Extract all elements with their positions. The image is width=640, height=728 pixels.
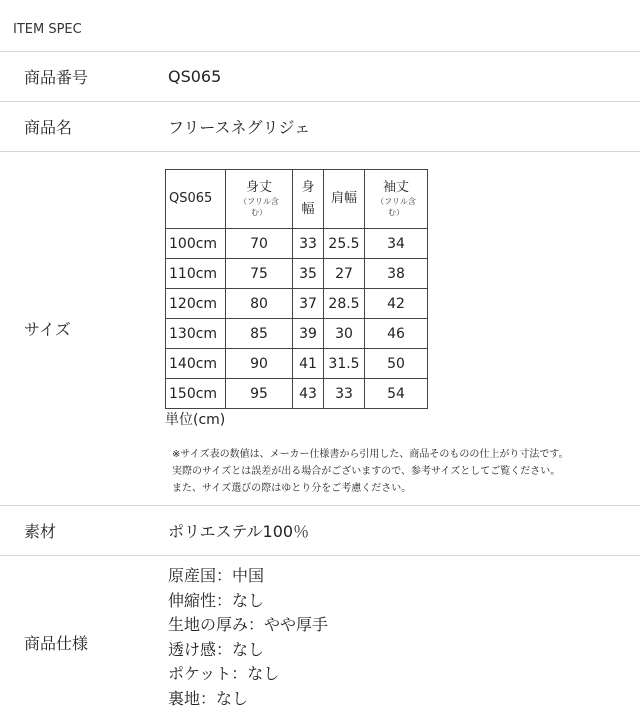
size-header-cell xyxy=(166,170,226,229)
spec-list xyxy=(168,556,328,711)
size-name-cell: 120cm xyxy=(166,289,226,319)
size-label: サイズ xyxy=(24,320,71,339)
spec-item: 裏地：なし xyxy=(168,688,249,708)
size-table-row xyxy=(166,319,428,349)
size-value-cell: 42 xyxy=(365,289,428,319)
size-value-cell: 37 xyxy=(293,289,324,319)
size-value-cell: 95 xyxy=(226,379,293,409)
size-name-cell: 140cm xyxy=(166,349,226,379)
size-table-row xyxy=(166,349,428,379)
size-area xyxy=(165,152,640,505)
size-value-cell: 90 xyxy=(226,349,293,379)
size-header-cell xyxy=(324,170,365,229)
name-value: フリースネグリジェ xyxy=(168,118,311,137)
size-header-main: 身丈 xyxy=(245,180,272,195)
size-notes xyxy=(172,446,569,497)
size-value-cell: 39 xyxy=(293,319,324,349)
size-value-cell: 30 xyxy=(324,319,365,349)
size-name-cell: 150cm xyxy=(166,379,226,409)
name-label: 商品名 xyxy=(24,118,73,137)
spec-item: 原産国：中国 xyxy=(168,566,265,585)
size-header-sub: （フリル含む） xyxy=(239,197,279,217)
size-table xyxy=(165,169,428,409)
material-value: ポリエステル100％ xyxy=(168,522,310,541)
size-value-cell: 27 xyxy=(324,259,365,289)
size-note: また、サイズ選びの際はゆとり分をご考慮ください。 xyxy=(172,483,412,494)
section-header xyxy=(0,0,640,52)
size-value-cell: 25.5 xyxy=(324,229,365,259)
size-value-cell: 38 xyxy=(365,259,428,289)
size-header-main: 身幅 xyxy=(301,180,315,217)
size-value-cell: 70 xyxy=(226,229,293,259)
spec-row-code xyxy=(0,52,640,102)
spec-row-name xyxy=(0,102,640,152)
size-header-sub: （フリル含む） xyxy=(376,197,416,217)
code-value: QS065 xyxy=(168,67,222,86)
spec-item: 生地の厚み：やや厚手 xyxy=(168,615,329,634)
size-table-row xyxy=(166,379,428,409)
size-note: 実際のサイズとは誤差が出る場合がございますので、参考サイズとしてご覧ください。 xyxy=(172,466,561,477)
size-value-cell: 54 xyxy=(365,379,428,409)
size-value-cell: 31.5 xyxy=(324,349,365,379)
code-label: 商品番号 xyxy=(24,68,89,87)
size-note: ※サイズ表の数値は、メーカー仕様書から引用した、商品そのものの仕上がり寸法です。 xyxy=(172,449,569,460)
size-header-main: 肩幅 xyxy=(330,191,357,206)
material-label: 素材 xyxy=(24,522,57,541)
size-table-row xyxy=(166,259,428,289)
spec-item: 伸縮性：なし xyxy=(168,590,265,610)
size-value-cell: 34 xyxy=(365,229,428,259)
size-name-cell: 110cm xyxy=(166,259,226,289)
size-value-cell: 80 xyxy=(226,289,293,319)
size-header-main: QS065 xyxy=(169,191,213,206)
size-header-cell xyxy=(293,170,324,229)
size-name-cell: 100cm xyxy=(166,229,226,259)
spec-item: 透け感：なし xyxy=(168,639,265,659)
size-value-cell: 46 xyxy=(365,319,428,349)
size-value-cell: 33 xyxy=(293,229,324,259)
size-value-cell: 33 xyxy=(324,379,365,409)
spec-label: 商品仕様 xyxy=(24,633,89,653)
size-value-cell: 50 xyxy=(365,349,428,379)
size-value-cell: 85 xyxy=(226,319,293,349)
size-value-cell: 43 xyxy=(293,379,324,409)
size-table-row xyxy=(166,289,428,319)
spec-row-size xyxy=(0,152,640,506)
size-value-cell: 35 xyxy=(293,259,324,289)
size-table-header xyxy=(166,170,428,229)
size-value-cell: 28.5 xyxy=(324,289,365,319)
spec-item: ポケット：なし xyxy=(168,664,280,683)
size-name-cell: 130cm xyxy=(166,319,226,349)
size-header-main: 袖丈 xyxy=(382,180,409,195)
size-header-cell xyxy=(365,170,428,229)
size-unit: 単位(cm) xyxy=(165,412,226,428)
size-table-row xyxy=(166,229,428,259)
spec-row-material xyxy=(0,506,640,556)
size-header-cell xyxy=(226,170,293,229)
size-value-cell: 41 xyxy=(293,349,324,379)
spec-row-spec xyxy=(0,556,640,728)
section-title: ITEM SPEC xyxy=(13,22,82,37)
size-value-cell: 75 xyxy=(226,259,293,289)
